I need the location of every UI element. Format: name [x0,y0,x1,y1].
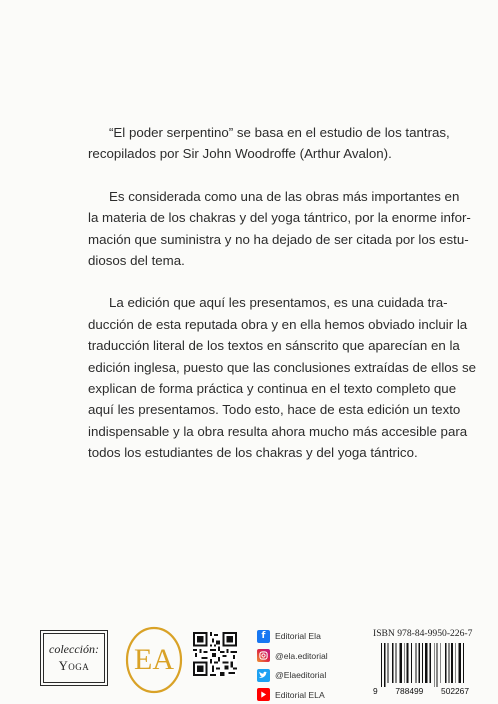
social-instagram[interactable] [257,647,328,665]
barcode-digits [373,686,469,696]
text-line: aquí les presentamos. Todo esto, hace de esta edición un texto [88,402,461,418]
social-youtube[interactable] [257,686,328,704]
barcode [373,643,469,687]
barcode-bar [418,643,420,683]
barcode-digit-first: 9 [373,686,378,696]
instagram-icon [257,649,270,662]
barcode-bar [448,643,449,683]
barcode-bar [407,643,409,683]
text-line: diosos del tema. [88,253,185,269]
paragraph-2 [88,186,471,272]
text-line: ducción de esta reputada obra y en ella hemos obviado incluir la [88,316,468,332]
text-line: Es considerada como una de las obras más importantes en [109,188,460,204]
barcode-bar [451,643,453,683]
social-label: @ela.editorial [275,650,328,661]
barcode-bar [445,643,447,683]
barcode-bar [455,643,456,683]
text-line: explican de forma práctica y continua en el texto completo que [88,381,457,397]
social-label: @Elaeditorial [275,670,327,680]
collection-name: Yoga [58,659,90,673]
text-line: recopilados por Sir John Woodroffe (Arthur Avalon). [88,146,392,162]
barcode-bar [429,643,431,683]
social-label: Editorial Ela [275,631,321,641]
barcode-bar [399,643,402,683]
text-line: la materia de los chakras y del yoga tántrico, por la enorme infor- [88,210,471,226]
text-line: edición inglesa, puesto que las conclusiones extraídas de ellos se [88,359,477,375]
barcode-digits-group2: 502267 [441,686,469,696]
barcode-bar [416,643,417,683]
barcode-bar [404,643,405,683]
back-cover-blurb [88,122,477,464]
barcode-bar [392,643,394,683]
social-facebook[interactable] [257,627,328,645]
isbn-label: ISBN 978-84-9950-226-7 [373,628,473,639]
text-line: todos los estudiantes de los chakras y del yoga tántrico. [88,445,418,461]
text-line: traducción literal de los textos en sánscrito que aparecían en la [88,338,460,354]
barcode-bar [396,643,397,683]
paragraph-3 [88,292,477,463]
barcode-bar [463,643,464,683]
barcode-bar [440,643,441,683]
barcode-digits-group1: 788499 [395,686,424,696]
collection-box-inner [43,633,105,683]
barcode-bar [437,643,438,687]
collection-box [40,630,108,686]
text-line: indispensable y la obra resulta ahora mucho más accesible para [88,423,468,439]
publisher-logo [124,624,184,696]
barcode-bar [434,643,435,687]
text-line: “El poder serpentino” se basa en el estudio de los tantras, [109,125,450,140]
twitter-icon [257,669,270,682]
collection-label: colección: [49,642,99,656]
facebook-icon: f [257,630,270,643]
barcode-bar [384,643,386,687]
qr-code[interactable] [193,632,237,676]
barcode-bar [411,643,412,683]
barcode-bar [459,643,462,683]
text-line: La edición que aquí les presentamos, es una cuidada tra- [109,295,448,311]
barcode-bar [387,643,388,683]
barcode-bar [425,643,428,683]
paragraph-1 [88,122,450,165]
logo-letters: EA [134,643,174,676]
social-twitter[interactable] [257,666,328,684]
social-label: Editorial ELA [275,689,325,700]
barcode-bar [381,643,382,687]
youtube-icon [257,688,270,701]
social-links [257,627,328,704]
barcode-bar [422,643,423,683]
isbn-block [373,628,473,696]
text-line: mación que suministra y no ha dejado de ser citada por los estu- [88,231,469,247]
